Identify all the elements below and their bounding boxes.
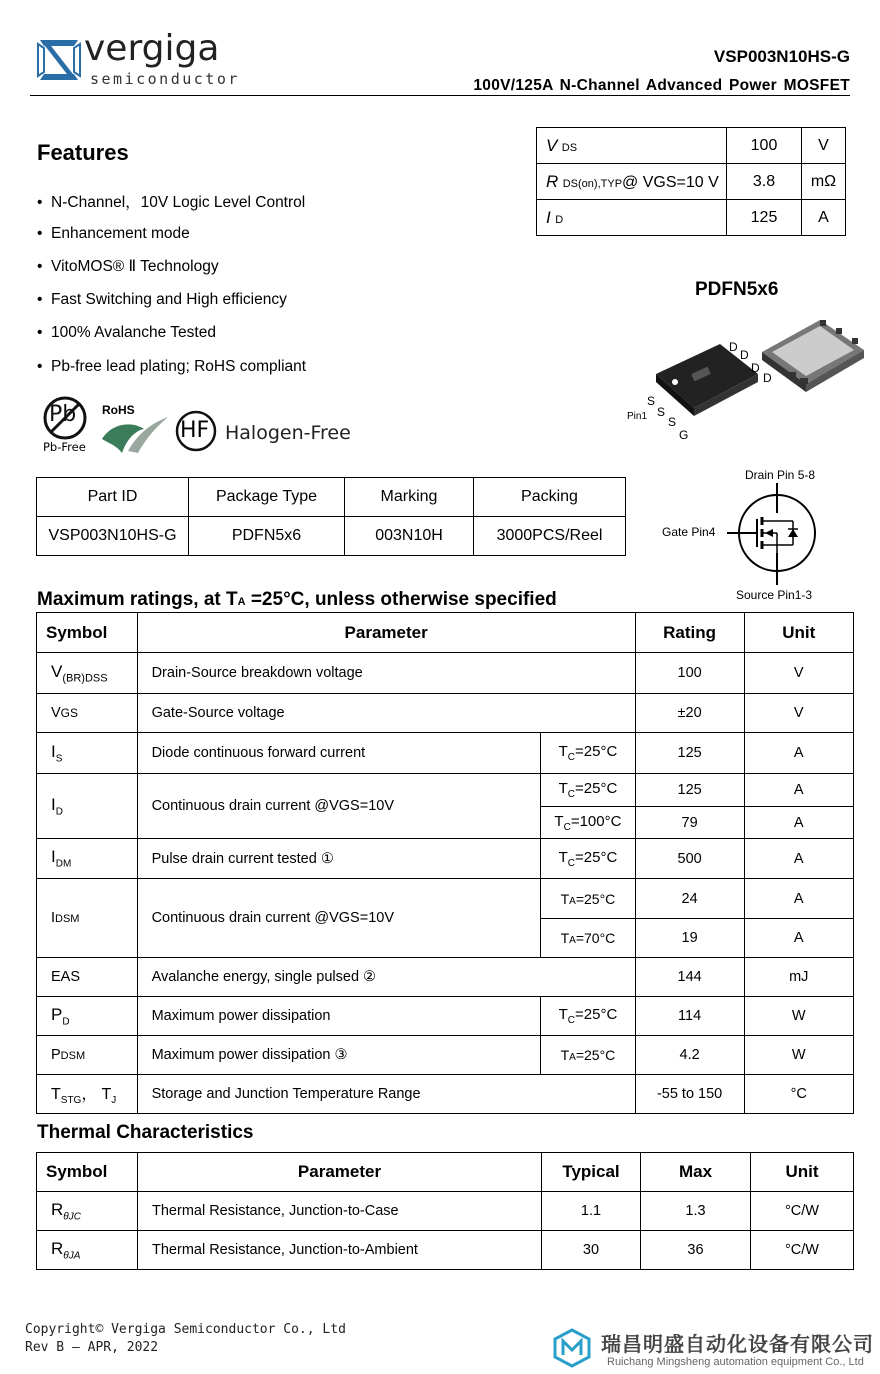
table-row [37,839,854,879]
watermark-company [552,1326,878,1372]
feature-item: • Fast Switching and High efficiency [37,291,287,308]
logo-wordmark: vergiga [84,28,220,69]
spec-value: 125 [727,200,802,236]
table-row [37,1036,854,1075]
parameter-cell: Continuous drain current @VGS=10V [137,879,541,958]
parameter-cell: Diode continuous forward current [137,733,541,774]
condition-cell: $T_C=25^\circ C$ [541,839,635,879]
table-row [37,774,854,807]
pin-label-s: S [647,394,656,408]
column-header: Max [641,1153,751,1192]
feature-item: • N-Channel，10V Logic Level Control [37,194,306,211]
condition-cell: TA=70°C [541,919,635,958]
symbol-cell: $R_{\theta JC}$ [37,1192,138,1231]
feature-item: • VitoMOS® Ⅱ Technology [37,258,219,275]
symbol-cell: PDSM [37,1036,138,1075]
column-header: Package Type [189,478,345,517]
company-logo [36,28,251,92]
halogen-free-logo [175,410,365,454]
pin-label-d: D [740,348,749,362]
thermal-table [36,1152,854,1270]
pin-label-d: D [751,361,760,375]
parameter-cell: Maximum power dissipation [137,997,541,1036]
table-row [37,879,854,919]
package-illustration [620,312,870,448]
rating-cell: 500 [635,839,744,879]
column-header: Marking [345,478,474,517]
pb-free-label: Pb-Free [43,440,86,454]
symbol-cell: $I_S$ [37,733,138,774]
unit-cell: A [744,733,853,774]
column-header: Packing [474,478,626,517]
rating-cell: 4.2 [635,1036,744,1075]
gate-pin-label: Gate Pin4 [662,525,716,539]
mosfet-schematic [655,465,875,605]
max-cell: 1.3 [641,1192,751,1231]
rohs-text: RoHS [102,403,135,417]
unit-cell: A [744,919,853,958]
parameter-cell: Avalanche energy, single pulsed ② [137,958,635,997]
max-ratings-table [36,612,854,1114]
typical-cell: 30 [542,1231,641,1270]
pin1-label: Pin1 [627,411,648,422]
pdfn-package-icon [620,312,870,448]
table-row [37,694,854,733]
column-header: Parameter [138,1153,542,1192]
rohs-leaf-icon [98,415,170,455]
parameter-cell: Maximum power dissipation ③ [137,1036,541,1075]
ordering-info-table [36,477,626,556]
unit-cell: W [744,1036,853,1075]
rating-cell: 24 [635,879,744,919]
table-row [537,128,846,164]
unit-cell: A [744,879,853,919]
unit-cell: mJ [744,958,853,997]
condition-cell: TA=25°C [541,879,635,919]
column-header: Typical [542,1153,641,1192]
spec-unit: mΩ [802,164,846,200]
symbol-cell: VGS [37,694,138,733]
spec-param: V DS [537,128,727,164]
hf-text: HF [180,418,210,443]
table-row [37,958,854,997]
document-subtitle: 100V/125A N-Channel Advanced Power MOSFET [473,77,850,94]
package-type-cell: PDFN5x6 [189,517,345,556]
feature-item: • Pb-free lead plating; RoHS compliant [37,358,307,375]
pin-label-s: S [657,405,666,419]
rohs-logo [98,403,170,457]
symbol-cell: $T_{STG}$， $T_J$ [37,1075,138,1114]
rating-cell: 114 [635,997,744,1036]
table-row [37,733,854,774]
table-row [37,517,626,556]
column-header: Symbol [37,1153,138,1192]
parameter-cell: Storage and Junction Temperature Range [137,1075,635,1114]
table-row [537,164,846,200]
rating-cell: 19 [635,919,744,958]
symbol-cell: $I_{DM}$ [37,839,138,879]
rating-cell: 100 [635,653,744,694]
pin-label-d: D [763,371,772,385]
package-title: PDFN5x6 [695,279,779,300]
copyright-block [25,1321,346,1357]
pin-label-g: G [679,428,689,442]
table-row [37,1075,854,1114]
part-id-cell: VSP003N10HS-G [37,517,189,556]
symbol-cell: $P_D$ [37,997,138,1036]
unit-cell: °C/W [751,1192,854,1231]
pin-label-s: S [668,415,677,429]
revision-text: Rev B – APR, 2022 [25,1340,159,1355]
column-header: Parameter [137,613,635,653]
unit-cell: °C/W [751,1231,854,1270]
parameter-cell: Drain-Source breakdown voltage [137,653,635,694]
condition-cell: $T_C=25^\circ C$ [541,997,635,1036]
logo-subtitle: semiconductor [90,70,240,88]
company-name-cn: 瑞昌明盛自动化设备有限公司 [601,1332,874,1356]
parameter-cell: Gate-Source voltage [137,694,635,733]
condition-cell: $T_C=25^\circ C$ [541,774,635,807]
logo-mark-icon [36,34,82,86]
parameter-cell: Thermal Resistance, Junction-to-Case [138,1192,542,1231]
drain-pin-label: Drain Pin 5-8 [745,468,816,482]
column-header: Rating [635,613,744,653]
symbol-cell: EAS [37,958,138,997]
table-header-row [37,1153,854,1192]
spec-unit: V [802,128,846,164]
column-header: Symbol [37,613,138,653]
parameter-cell: Continuous drain current @VGS=10V [137,774,541,839]
pb-text: Pb [49,402,77,427]
symbol-cell: IDSM [37,879,138,958]
parameter-cell: Thermal Resistance, Junction-to-Ambient [138,1231,542,1270]
copyright-text: Copyright© Vergiga Semiconductor Co., Ltd [25,1322,346,1337]
pin-label-d: D [729,340,738,354]
thermal-title: Thermal Characteristics [37,1122,254,1143]
unit-cell: V [744,653,853,694]
feature-item: • 100% Avalanche Tested [37,324,216,341]
table-row [37,997,854,1036]
spec-param: I D [537,200,727,236]
features-title: Features [37,140,129,165]
key-spec-table [536,127,846,236]
unit-cell: A [744,774,853,807]
mosfet-symbol-icon [655,465,875,605]
marking-cell: 003N10H [345,517,474,556]
rating-cell: ±20 [635,694,744,733]
table-row [37,1192,854,1231]
spec-value: 100 [727,128,802,164]
table-row [537,200,846,236]
source-pin-label: Source Pin1-3 [736,588,813,602]
symbol-cell: $R_{\theta JA}$ [37,1231,138,1270]
max-cell: 36 [641,1231,751,1270]
spec-unit: A [802,200,846,236]
unit-cell: A [744,807,853,839]
table-row [37,1231,854,1270]
pb-free-logo [40,396,94,456]
spec-param: R DS(on),TYP@ VGS=10 V [537,164,727,200]
column-header: Part ID [37,478,189,517]
max-ratings-title: Maximum ratings, at TA =25°C, unless otherwise specified [37,589,557,610]
company-name-en: Ruichang Mingsheng automation equipment Co., Ltd [607,1356,864,1368]
unit-cell: W [744,997,853,1036]
condition-cell: TA=25°C [541,1036,635,1075]
unit-cell: V [744,694,853,733]
rating-cell: -55 to 150 [635,1075,744,1114]
symbol-cell: $I_D$ [37,774,138,839]
table-header-row [37,478,626,517]
rating-cell: 125 [635,774,744,807]
rating-cell: 79 [635,807,744,839]
condition-cell: $T_C=25^\circ C$ [541,733,635,774]
unit-cell: °C [744,1075,853,1114]
part-number-title: VSP003N10HS-G [713,47,850,66]
company-logo-icon [552,1328,592,1368]
halogen-free-label: Halogen-Free [225,422,351,444]
parameter-cell: Pulse drain current tested ① [137,839,541,879]
feature-item: • Enhancement mode [37,225,190,242]
symbol-cell: $V_{(BR)DSS}$ [37,653,138,694]
table-header-row [37,613,854,653]
table-row [37,653,854,694]
rating-cell: 125 [635,733,744,774]
typical-cell: 1.1 [542,1192,641,1231]
unit-cell: A [744,839,853,879]
packing-cell: 3000PCS/Reel [474,517,626,556]
column-header: Unit [751,1153,854,1192]
condition-cell: $T_C=100^\circ C$ [541,807,635,839]
rating-cell: 144 [635,958,744,997]
column-header: Unit [744,613,853,653]
header-divider [30,95,850,96]
spec-value: 3.8 [727,164,802,200]
